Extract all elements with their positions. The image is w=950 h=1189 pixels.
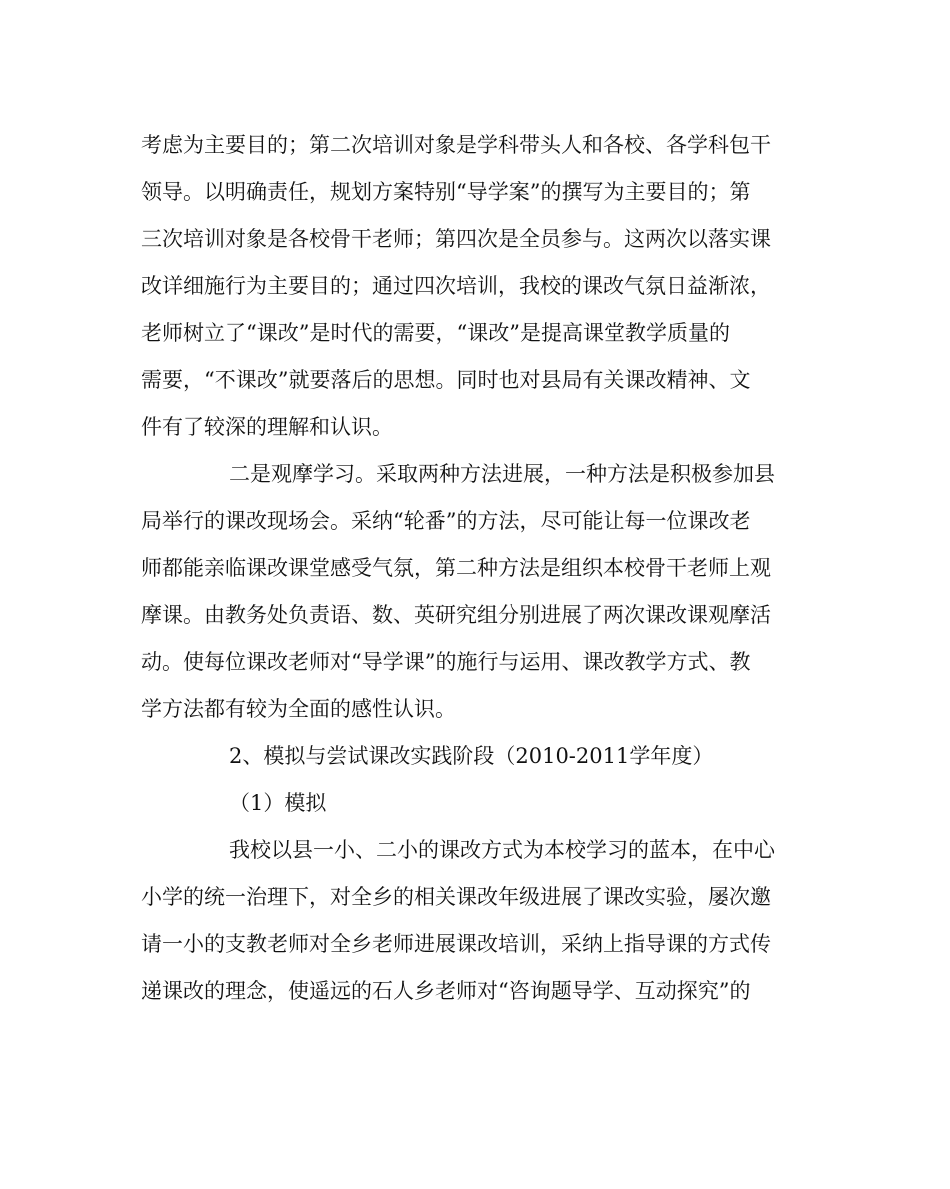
paragraph-line: 老师树立了“课改”是时代的需要，“课改”是提高课堂教学质量的	[141, 321, 730, 345]
body-text	[141, 122, 801, 1015]
paragraph-line: 小学的统一治理下，对全乡的相关课改年级进展了课改实验，屡次邀	[141, 885, 771, 909]
paragraph-line: 师都能亲临课改课堂感受气氛，第二种方法是组织本校骨干老师上观	[141, 556, 771, 580]
paragraph-line: 学方法都有较为全面的感性认识。	[141, 697, 456, 721]
paragraph-line: 动。使每位课改老师对“导学课”的施行与运用、课改教学方式、教	[141, 650, 751, 674]
paragraph-line: 件有了较深的理解和认识。	[141, 415, 393, 439]
paragraph-line: 需要，“不课改”就要落后的思想。同时也对县局有关课改精神、文	[141, 368, 751, 392]
paragraph-line: 二是观摩学习。采取两种方法进展，一种方法是积极参加县	[229, 462, 775, 486]
paragraph-line: 请一小的支教老师对全乡老师进展课改培训，采纳上指导课的方式传	[141, 932, 771, 956]
paragraph-line: 局举行的课改现场会。采纳“轮番”的方法，尽可能让每一位课改老	[141, 509, 751, 533]
subsection-heading: （1）模拟	[229, 791, 327, 815]
paragraph-line: 考虑为主要目的；第二次培训对象是学科带头人和各校、各学科包干	[141, 133, 771, 157]
paragraph-line: 改详细施行为主要目的；通过四次培训，我校的课改气氛日益渐浓，	[141, 274, 771, 298]
paragraph-line: 三次培训对象是各校骨干老师；第四次是全员参与。这两次以落实课	[141, 227, 771, 251]
paragraph-line: 递课改的理念，使遥远的石人乡老师对“咨询题导学、互动探究”的	[141, 979, 751, 1003]
paragraph-line: 领导。以明确责任，规划方案特别“导学案”的撰写为主要目的；第	[141, 180, 751, 204]
paragraph-line: 摩课。由教务处负责语、数、英研究组分别进展了两次课改课观摩活	[141, 603, 771, 627]
paragraph-line: 我校以县一小、二小的课改方式为本校学习的蓝本，在中心	[229, 838, 775, 862]
section-heading: 2、模拟与尝试课改实践阶段（2010-2011学年度）	[229, 744, 714, 768]
